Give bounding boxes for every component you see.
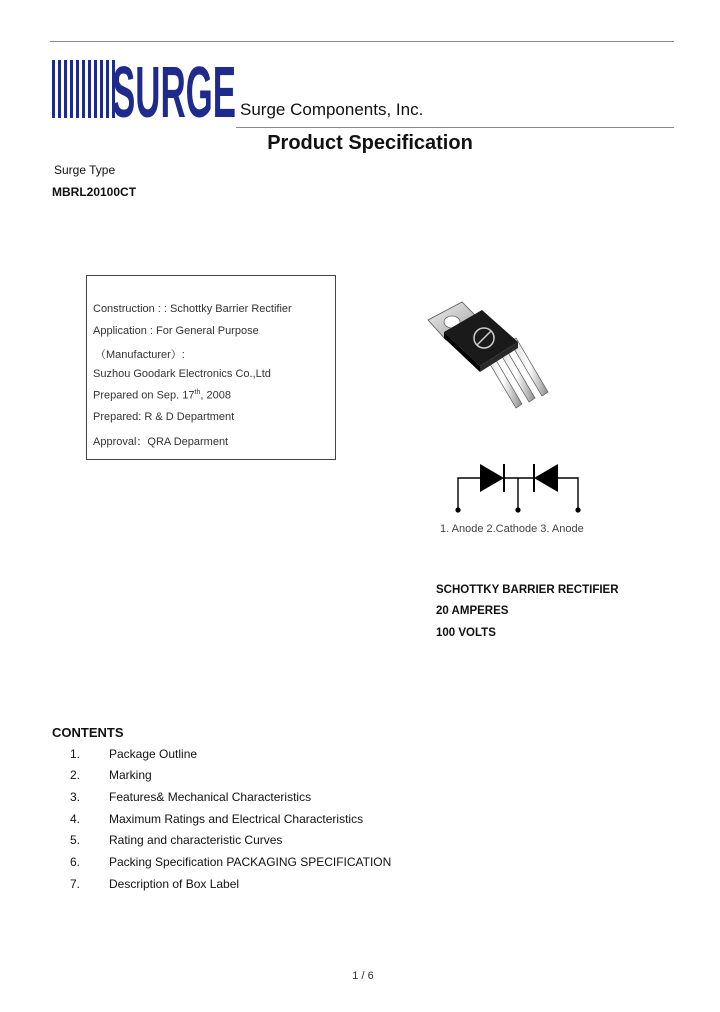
contents-item-text: Description of Box Label bbox=[109, 877, 240, 891]
contents-item-text: Package Outline bbox=[109, 747, 198, 761]
spec-current: 20 AMPERES bbox=[436, 605, 509, 617]
application-line: Application : For General Purpose bbox=[93, 325, 259, 337]
surge-type-label: Surge Type bbox=[54, 163, 116, 177]
manufacturer-label: （Manufacturer）: bbox=[95, 349, 185, 361]
diode-right-icon bbox=[534, 464, 558, 492]
logo-text: SURGE bbox=[112, 58, 236, 120]
spec-voltage: 100 VOLTS bbox=[436, 627, 496, 639]
pin-labels: 1. Anode 2.Cathode 3. Anode bbox=[440, 523, 584, 535]
part-number: MBRL20100CT bbox=[52, 185, 137, 199]
contents-item-text: Maximum Ratings and Electrical Characteristics bbox=[109, 812, 364, 826]
prepared-on-suffix: , 2008 bbox=[200, 389, 231, 402]
prepared-by-line: Prepared: R & D Department bbox=[93, 411, 235, 423]
contents-item-text: Packing Specification PACKAGING SPECIFICATION bbox=[109, 855, 392, 869]
top-rule bbox=[50, 41, 674, 42]
contents-item-num: 4. bbox=[70, 812, 81, 826]
contents-item-text: Rating and characteristic Curves bbox=[109, 833, 283, 847]
prepared-on-line bbox=[93, 389, 231, 402]
surge-logo bbox=[50, 58, 238, 120]
to220-package-image bbox=[422, 296, 562, 420]
page-title: Product Specification bbox=[267, 132, 473, 154]
construction-line: Construction : : Schottky Barrier Rectifier bbox=[93, 303, 292, 315]
info-box bbox=[86, 275, 336, 460]
spec-type: SCHOTTKY BARRIER RECTIFIER bbox=[436, 584, 619, 596]
manufacturer-name: Suzhou Goodark Electronics Co.,Ltd bbox=[93, 368, 271, 380]
contents-item-text: Marking bbox=[109, 768, 152, 782]
contents-item-num: 7. bbox=[70, 877, 81, 891]
contents-item-num: 6. bbox=[70, 855, 81, 869]
diode-schematic bbox=[450, 456, 590, 516]
contents-item-num: 2. bbox=[70, 768, 81, 782]
prepared-on-prefix: Prepared on Sep. 17 bbox=[93, 389, 195, 402]
contents-item-num: 3. bbox=[70, 790, 81, 804]
diode-left-icon bbox=[480, 464, 504, 492]
page-number: 1 / 6 bbox=[352, 970, 374, 982]
header-rule bbox=[236, 127, 674, 128]
contents-item-num: 5. bbox=[70, 833, 81, 847]
company-name: Surge Components, Inc. bbox=[240, 100, 424, 119]
contents-item-num: 1. bbox=[70, 747, 81, 761]
contents-item-text: Features& Mechanical Characteristics bbox=[109, 790, 312, 804]
contents-heading: CONTENTS bbox=[52, 725, 124, 740]
approval-line: Approval：QRA Deparment bbox=[93, 436, 229, 448]
prepared-on-sup: th bbox=[194, 389, 201, 396]
